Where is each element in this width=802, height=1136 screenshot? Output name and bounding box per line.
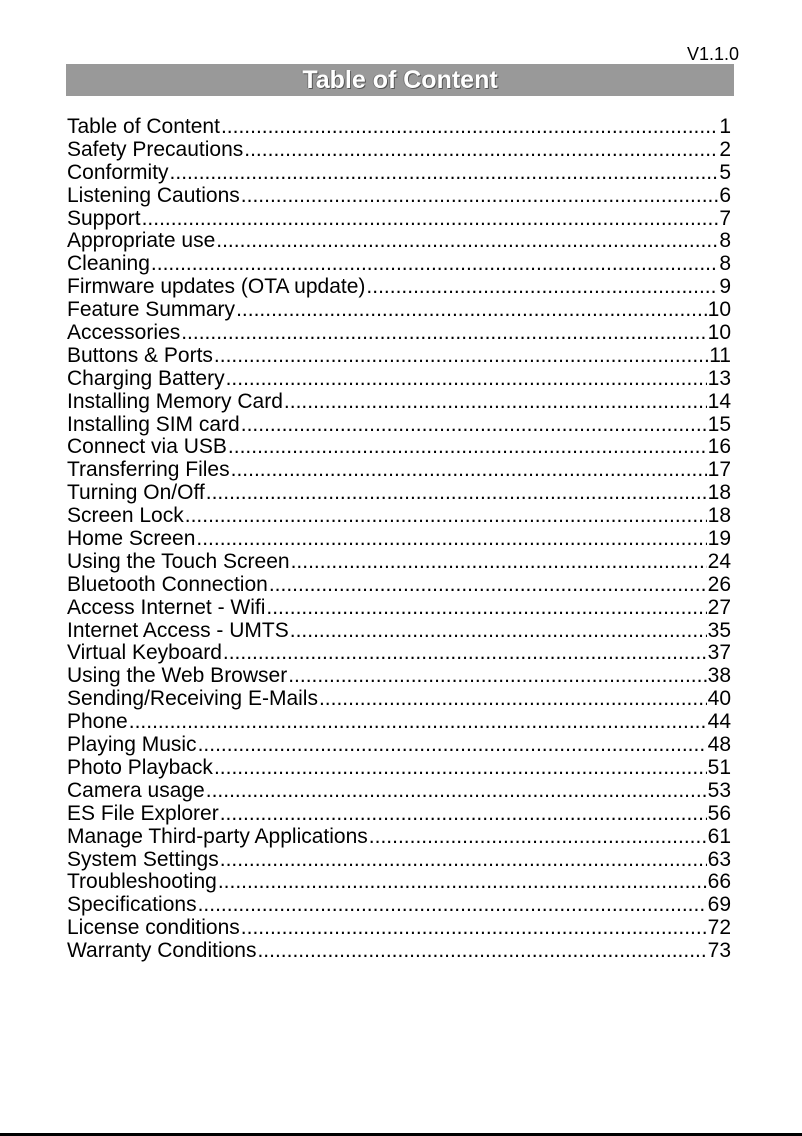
toc-entry-label: Charging Battery — [67, 367, 225, 390]
toc-entry-page-number: 53 — [707, 779, 731, 802]
toc-entry-page-number: 48 — [707, 734, 731, 757]
toc-dot-leader — [231, 459, 707, 482]
toc-entry-label: System Settings — [67, 848, 219, 871]
toc-entry[interactable] — [67, 459, 731, 482]
toc-entry[interactable] — [67, 849, 731, 872]
toc-entry-page-number: 19 — [707, 528, 731, 551]
toc-entry[interactable] — [67, 871, 731, 894]
toc-dot-leader — [206, 482, 707, 505]
toc-dot-leader — [198, 734, 707, 757]
toc-entry-page-number: 5 — [719, 161, 731, 184]
toc-entry-page-number: 18 — [707, 505, 731, 528]
toc-entry-label: Virtual Keyboard — [67, 642, 222, 665]
toc-entry-label: ES File Explorer — [67, 802, 219, 825]
toc-entry[interactable] — [67, 528, 731, 551]
toc-entry-page-number: 2 — [719, 138, 731, 161]
toc-entry-page-number: 17 — [707, 459, 731, 482]
toc-entry-label: Listening Cautions — [67, 184, 240, 207]
toc-dot-leader — [216, 230, 718, 253]
toc-dot-leader — [266, 597, 706, 620]
toc-dot-leader — [284, 391, 707, 414]
toc-entry[interactable] — [67, 139, 731, 162]
toc-entry-page-number: 51 — [707, 756, 731, 779]
toc-entry-label: Using the Touch Screen — [67, 550, 290, 573]
toc-entry[interactable] — [67, 894, 731, 917]
toc-entry[interactable] — [67, 940, 731, 963]
toc-entry-page-number: 40 — [707, 688, 731, 711]
toc-entry[interactable] — [67, 551, 731, 574]
toc-entry-label: Safety Precautions — [67, 138, 244, 161]
toc-entry-page-number: 1 — [719, 116, 731, 138]
toc-entry-label: Appropriate use — [67, 230, 216, 253]
toc-entry-label: Installing SIM card — [67, 413, 240, 436]
toc-entry[interactable] — [67, 620, 731, 643]
toc-entry-label: Transferring Files — [67, 459, 230, 482]
toc-entry-page-number: 35 — [707, 619, 731, 642]
toc-entry-page-number: 27 — [707, 596, 731, 619]
toc-dot-leader — [257, 940, 706, 963]
toc-entry[interactable] — [67, 803, 731, 826]
toc-entry[interactable] — [67, 597, 731, 620]
toc-entry-page-number: 73 — [707, 940, 731, 963]
toc-dot-leader — [223, 642, 707, 665]
toc-dot-leader — [214, 757, 707, 780]
toc-dot-leader — [241, 185, 719, 208]
toc-entry-page-number: 44 — [707, 711, 731, 734]
toc-dot-leader — [206, 780, 707, 803]
toc-entry-label: Internet Access - UMTS — [67, 619, 289, 642]
toc-entry[interactable] — [67, 391, 731, 414]
toc-entry[interactable] — [67, 162, 731, 185]
toc-dot-leader — [218, 871, 707, 894]
toc-entry-page-number: 9 — [719, 276, 731, 299]
toc-dot-leader — [181, 322, 706, 345]
toc-entry[interactable] — [67, 345, 731, 368]
toc-entry-label: Warranty Conditions — [67, 940, 257, 963]
toc-entry[interactable] — [67, 711, 731, 734]
toc-entry-label: Conformity — [67, 161, 169, 184]
toc-entry-label: Bluetooth Connection — [67, 573, 268, 596]
toc-entry-page-number: 7 — [719, 207, 731, 230]
toc-entry-page-number: 11 — [709, 344, 731, 367]
toc-entry-label: Firmware updates (OTA update) — [67, 276, 366, 299]
toc-entry-label: Troubleshooting — [67, 871, 217, 894]
toc-entry[interactable] — [67, 826, 731, 849]
toc-entry-label: Home Screen — [67, 528, 196, 551]
toc-entry-page-number: 61 — [707, 825, 731, 848]
toc-dot-leader — [214, 345, 708, 368]
toc-entry-label: Cleaning — [67, 253, 150, 276]
toc-entry-page-number: 56 — [707, 802, 731, 825]
toc-dot-leader — [269, 574, 707, 597]
toc-entry-page-number: 16 — [707, 436, 731, 459]
toc-entry-label: Photo Playback — [67, 756, 213, 779]
toc-entry[interactable] — [67, 780, 731, 803]
toc-entry-page-number: 38 — [707, 665, 731, 688]
toc-dot-leader — [288, 665, 706, 688]
toc-entry-label: Connect via USB — [67, 436, 227, 459]
toc-dot-leader — [185, 505, 707, 528]
toc-entry-page-number: 24 — [707, 550, 731, 573]
toc-entry-label: Specifications — [67, 894, 197, 917]
toc-entry[interactable] — [67, 505, 731, 528]
toc-dot-leader — [151, 253, 718, 276]
toc-entry[interactable] — [67, 276, 731, 299]
toc-entry-page-number: 66 — [707, 871, 731, 894]
toc-entry[interactable] — [67, 665, 731, 688]
toc-entry[interactable] — [67, 116, 731, 139]
toc-entry-page-number: 6 — [719, 184, 731, 207]
toc-entry-page-number: 10 — [707, 299, 731, 322]
toc-entry-page-number: 14 — [707, 390, 731, 413]
toc-entry-label: Accessories — [67, 322, 181, 345]
toc-entry-label: Using the Web Browser — [67, 665, 288, 688]
toc-entry-page-number: 13 — [707, 367, 731, 390]
toc-entry[interactable] — [67, 414, 731, 437]
toc-entry-label: Phone — [67, 711, 128, 734]
toc-entry[interactable] — [67, 757, 731, 780]
toc-entry[interactable] — [67, 299, 731, 322]
page-title: Table of Content — [302, 66, 498, 94]
toc-dot-leader — [129, 711, 707, 734]
toc-entry-label: Buttons & Ports — [67, 344, 213, 367]
toc-dot-leader — [228, 436, 707, 459]
toc-entry-page-number: 26 — [707, 573, 731, 596]
toc-entry-label: Access Internet - Wifi — [67, 596, 266, 619]
toc-entry-page-number: 8 — [719, 253, 731, 276]
toc-entry[interactable] — [67, 734, 731, 757]
toc-entry-page-number: 10 — [707, 322, 731, 345]
toc-entry[interactable] — [67, 436, 731, 459]
toc-entry-page-number: 18 — [707, 482, 731, 505]
toc-dot-leader — [196, 528, 706, 551]
toc-dot-leader — [236, 299, 707, 322]
toc-entry[interactable] — [67, 917, 731, 940]
toc-entry-label: Screen Lock — [67, 505, 184, 528]
toc-dot-leader — [291, 551, 707, 574]
toc-entry[interactable] — [67, 642, 731, 665]
toc-entry[interactable] — [67, 322, 731, 345]
toc-dot-leader — [319, 688, 707, 711]
toc-dot-leader — [142, 208, 719, 231]
toc-entry[interactable] — [67, 208, 731, 231]
toc-dot-leader — [221, 116, 718, 139]
toc-entry-page-number: 37 — [707, 642, 731, 665]
toc-entry[interactable] — [67, 253, 731, 276]
toc-entry-page-number: 8 — [719, 230, 731, 253]
table-of-contents — [67, 116, 731, 963]
toc-entry-label: Feature Summary — [67, 299, 236, 322]
toc-dot-leader — [226, 368, 707, 391]
toc-dot-leader — [220, 849, 707, 872]
toc-dot-leader — [241, 414, 707, 437]
toc-entry-label: Support — [67, 207, 141, 230]
toc-entry[interactable] — [67, 688, 731, 711]
toc-entry-label: Turning On/Off — [67, 482, 205, 505]
toc-entry-label: Camera usage — [67, 779, 205, 802]
toc-dot-leader — [241, 917, 707, 940]
toc-dot-leader — [366, 276, 718, 299]
toc-entry-page-number: 15 — [707, 413, 731, 436]
toc-entry[interactable] — [67, 574, 731, 597]
toc-dot-leader — [170, 162, 719, 185]
toc-entry[interactable] — [67, 230, 731, 253]
toc-entry-label: License conditions — [67, 917, 240, 940]
toc-entry-label: Table of Content — [67, 116, 220, 138]
version-label: V1.1.0 — [686, 44, 739, 64]
toc-entry[interactable] — [67, 482, 731, 505]
toc-dot-leader — [198, 894, 707, 917]
toc-dot-leader — [244, 139, 718, 162]
toc-entry-page-number: 63 — [707, 848, 731, 871]
toc-entry-page-number: 69 — [707, 894, 731, 917]
toc-entry-label: Installing Memory Card — [67, 390, 283, 413]
toc-entry-label: Playing Music — [67, 734, 197, 757]
toc-entry-label: Sending/Receiving E-Mails — [67, 688, 318, 711]
toc-entry[interactable] — [67, 368, 731, 391]
toc-entry-label: Manage Third-party Applications — [67, 825, 368, 848]
toc-dot-leader — [369, 826, 707, 849]
toc-entry-page-number: 72 — [707, 917, 731, 940]
title-banner — [66, 64, 734, 96]
toc-dot-leader — [290, 620, 707, 643]
toc-entry[interactable] — [67, 185, 731, 208]
toc-dot-leader — [220, 803, 707, 826]
